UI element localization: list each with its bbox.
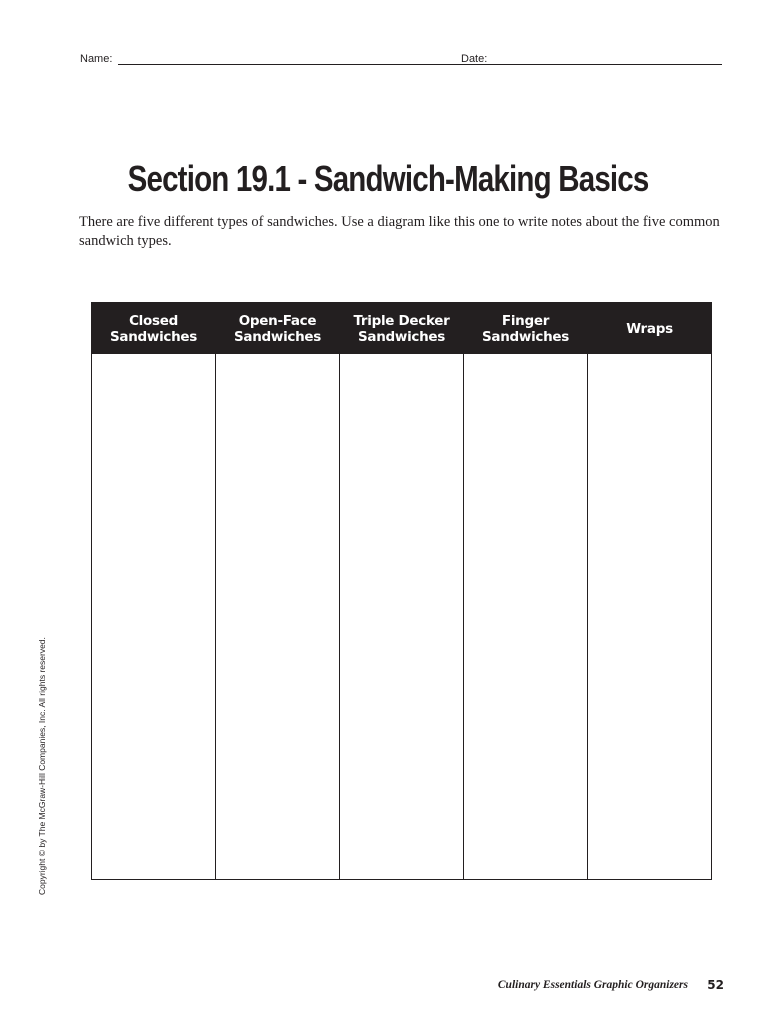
graphic-organizer-table [91, 302, 712, 880]
column-header-line1: Open-Face [238, 313, 317, 329]
column-header-line1: Finger [501, 313, 550, 329]
notes-area[interactable] [216, 354, 339, 879]
column-finger-sandwiches [464, 303, 588, 879]
column-triple-decker-sandwiches [340, 303, 464, 879]
column-closed-sandwiches [92, 303, 216, 879]
name-date-header [80, 53, 722, 69]
column-header [340, 303, 463, 354]
notes-area[interactable] [340, 354, 463, 879]
date-field[interactable] [495, 64, 722, 65]
column-wraps [588, 303, 711, 879]
name-label: Name: [80, 53, 113, 65]
column-header-line2: Sandwiches [357, 329, 445, 345]
footer-book-title: Culinary Essentials Graphic Organizers [497, 979, 688, 991]
column-header-line2: Sandwiches [233, 329, 321, 345]
column-open-face-sandwiches [216, 303, 340, 879]
copyright-notice: Copyright © by The McGraw-Hill Companies, Inc. All rights reserved. [37, 637, 47, 895]
notes-area[interactable] [92, 354, 215, 879]
intro-text: There are five different types of sandwiches. Use a diagram like this one to write notes about the five common sandwich types. [79, 214, 720, 249]
notes-area[interactable] [464, 354, 587, 879]
column-header [92, 303, 215, 354]
page-number: 52 [707, 978, 724, 992]
column-header-line2: Sandwiches [481, 329, 569, 345]
column-header [588, 303, 711, 354]
column-header [216, 303, 339, 354]
notes-area[interactable] [588, 354, 711, 879]
page-title: Section 19.1 - Sandwich-Making Basics [127, 158, 649, 199]
column-header-line1: Triple Decker [353, 313, 450, 329]
column-header-line1: Closed [129, 313, 178, 329]
column-header [464, 303, 587, 354]
column-header-line2: Sandwiches [109, 329, 197, 345]
column-header-line1: Wraps [626, 321, 673, 337]
date-label: Date: [461, 53, 488, 65]
